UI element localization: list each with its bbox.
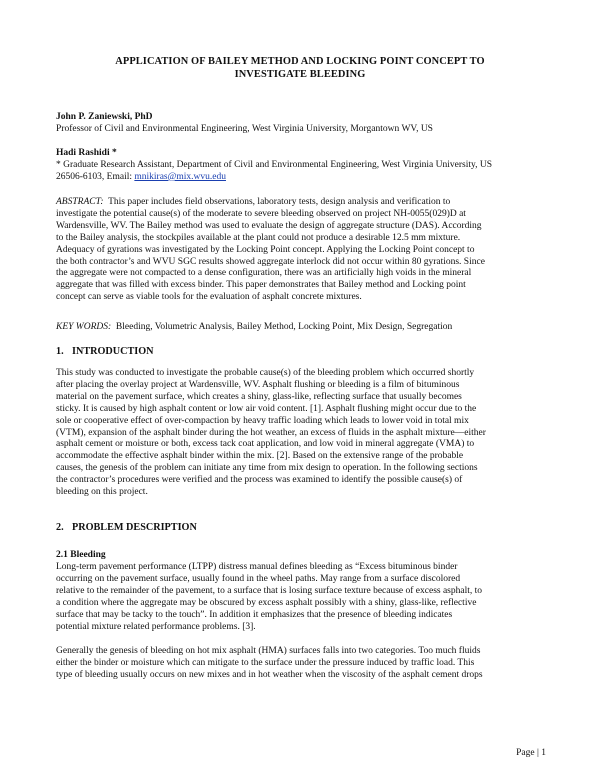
title-line-2: INVESTIGATE BLEEDING	[234, 69, 366, 80]
email-prefix: 26506-6103, Email:	[56, 171, 135, 182]
keywords-text: Bleeding, Volumetric Analysis, Bailey Method, Locking Point, Mix Design, Segregation	[115, 322, 453, 332]
text-line: a condition where the aggregate may be obscured by excess asphalt possibly with a shiny, glass-like, reflective	[56, 597, 477, 608]
text-line: the both contractor’s and WVU SGC results showed aggregate interlock did not occur within 80 gyrations. Since	[56, 256, 485, 267]
text-line: Long-term pavement performance (LTPP) distress manual defines bleeding as “Excess bituminous binder	[56, 562, 458, 572]
author-name: John P. Zaniewski, PhD	[56, 112, 153, 122]
text-line: sole or cooperative effect of over-compaction by heavy traffic loading which leads to lower void in total mix	[56, 415, 469, 426]
section-title: PROBLEM DESCRIPTION	[72, 522, 197, 533]
subsection-heading-bleeding	[56, 550, 546, 562]
text-line: (VTM), expansion of the asphalt binder during the hot weather, an excess of fluids in the asphalt mixture—either	[56, 427, 486, 438]
abstract	[56, 197, 546, 304]
author-block-1	[56, 112, 546, 136]
text-line: the aggregate were not compacted to a dense configuration, there was an artificially high voids in the mineral	[56, 268, 472, 279]
text-line: aggregate that was filled with excess binder. This paper demonstrates that Bailey method and Locking point	[56, 280, 466, 291]
email-link[interactable]: mnikiras@mix.wvu.edu	[134, 171, 226, 182]
subsection-title: 2.1 Bleeding	[56, 550, 106, 560]
keywords	[56, 322, 546, 334]
text-line: concept can serve as viable tools for the evaluation of asphalt concrete mixtures.	[56, 292, 362, 303]
text-line: Adequacy of gyrations was investigated by the Locking Point concept. Applying the Locking Point concept to	[56, 244, 475, 255]
abstract-line	[56, 197, 546, 209]
text-line: either the binder or moisture which can mitigate to the surface under the pressure induced by traffic load. This	[56, 657, 475, 668]
section-heading-problem-description	[56, 522, 197, 533]
text-line: Generally the genesis of bleeding on hot mix asphalt (HMA) surfaces falls into two categories. Too much fluids	[56, 646, 481, 656]
section-number: 2.	[56, 522, 64, 533]
title-line-1: APPLICATION OF BAILEY METHOD AND LOCKING POINT CONCEPT TO	[115, 56, 485, 67]
section-title: INTRODUCTION	[72, 346, 154, 357]
author-block-2	[56, 148, 546, 184]
paper-title	[60, 55, 540, 81]
text-line: investigate the potential cause(s) of the moderate to severe bleeding observed on project NH-0055(029)D at	[56, 208, 466, 219]
bleeding-paragraph-2	[56, 646, 546, 682]
text-line: material on the pavement surface, which creates a shiny, glass-like, reflecting surface that usually becomes	[56, 391, 462, 402]
text-line: to the Bailey analysis, the stockpiles available at the plant could not produce a desirable 12.5 mm mixture.	[56, 232, 461, 243]
text-line: bleeding on this project.	[56, 487, 148, 498]
section-number: 1.	[56, 346, 64, 357]
introduction-paragraph	[56, 368, 546, 499]
text-line: surface that may be tacky to the touch”. In addition it emphasizes that the presence of bleeding indicates	[56, 609, 453, 620]
author-name: Hadi Rashidi *	[56, 148, 117, 158]
keywords-label: KEY WORDS:	[56, 322, 112, 332]
text-line: accommodate the effective asphalt binder within the mix. [2]. Based on the extensive range of the probable	[56, 451, 464, 462]
text-line: sticky. It is caused by high asphalt content or low air void content. [1]. Asphalt flushing might occur due to the	[56, 403, 477, 414]
page-number: Page | 1	[516, 748, 546, 758]
text-line: type of bleeding usually occurs on new mixes and in hot weather when the viscosity of the asphalt cement drops	[56, 669, 483, 680]
section-heading-introduction	[56, 346, 154, 357]
text-line: causes, the genesis of the problem can initiate any time from mix design to operation. In the following sections	[56, 463, 478, 474]
bleeding-paragraph-1	[56, 562, 546, 633]
text-line: relative to the remainder of the pavement, to a surface that is losing surface texture because of excess asphalt, to	[56, 585, 483, 596]
text-line: occurring on the pavement surface, usually found in the wheel paths. May range from a surface discolored	[56, 573, 461, 584]
text-line: the contractor’s procedures were verified and the process was examined to identify the possible cause(s) of	[56, 475, 463, 486]
author-affiliation: Professor of Civil and Environmental Engineering, West Virginia University, Morgantown WV, US	[56, 123, 433, 134]
text-line: after placing the overlay project at Wardensville, WV. Asphalt flushing or bleeding is a film of bituminous	[56, 379, 460, 390]
author-affiliation: * Graduate Research Assistant, Department of Civil and Environmental Engineering, West Virginia University, US	[56, 159, 493, 170]
text-line: asphalt cement or moisture or both, excess tack coat application, and low void in mineral aggregate (VMA) to	[56, 439, 475, 450]
text-line: Wardensville, WV. The Bailey method was used to evaluate the design of aggregate structure (DAS). According	[56, 220, 482, 231]
abstract-text: This paper includes field observations, laboratory tests, design analysis and verification to	[108, 197, 451, 207]
text-line: potential mixture related performance problems. [3].	[56, 621, 256, 632]
author-contact	[56, 172, 546, 184]
text-line: This study was conducted to investigate the probable cause(s) of the bleeding problem which occurred shortly	[56, 368, 475, 378]
keywords-line	[56, 322, 546, 334]
abstract-label: ABSTRACT:	[56, 197, 104, 207]
